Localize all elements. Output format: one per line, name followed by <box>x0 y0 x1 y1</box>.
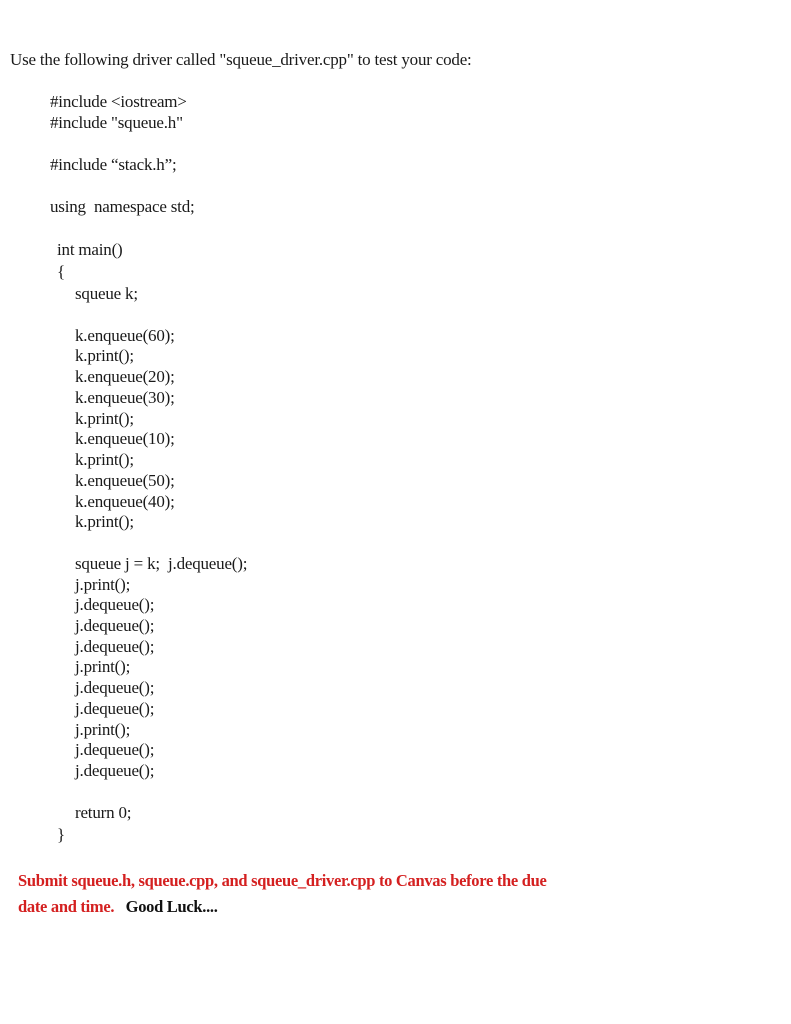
code-line: j.dequeue(); <box>75 699 155 718</box>
code-include-squeue: #include "squeue.h" <box>50 113 183 132</box>
submit-instructions-line1: Submit squeue.h, squeue.cpp, and squeue_driver.cpp to Canvas before the due <box>18 871 547 890</box>
code-line: k.enqueue(20); <box>75 367 175 386</box>
code-main-signature: int main() <box>57 240 123 259</box>
code-line: k.print(); <box>75 450 134 469</box>
code-line: j.dequeue(); <box>75 637 155 656</box>
code-line: return 0; <box>75 803 132 822</box>
code-line: k.print(); <box>75 512 134 531</box>
code-line: j.print(); <box>75 575 131 594</box>
code-close-brace: } <box>57 825 65 844</box>
code-line: squeue k; <box>75 284 138 303</box>
code-line: squeue j = k; j.dequeue(); <box>75 554 248 573</box>
code-line: j.print(); <box>75 720 131 739</box>
code-line: k.enqueue(40); <box>75 492 175 511</box>
code-line: k.enqueue(50); <box>75 471 175 490</box>
code-line: j.dequeue(); <box>75 740 155 759</box>
code-line: k.enqueue(30); <box>75 388 175 407</box>
good-luck: Good Luck.... <box>125 897 218 916</box>
code-line: k.enqueue(60); <box>75 326 175 345</box>
code-line: k.print(); <box>75 409 134 428</box>
code-include-stack: #include “stack.h”; <box>50 155 177 174</box>
code-using-namespace: using namespace std; <box>50 197 195 216</box>
code-open-brace: { <box>57 262 65 281</box>
code-line: j.dequeue(); <box>75 595 155 614</box>
submit-instructions-line2 <box>18 897 218 917</box>
code-line: k.print(); <box>75 346 134 365</box>
code-line: j.print(); <box>75 657 131 676</box>
intro-text: Use the following driver called "squeue_driver.cpp" to test your code: <box>10 50 472 69</box>
code-include-iostream: #include <iostream> <box>50 92 187 111</box>
code-line: j.dequeue(); <box>75 678 155 697</box>
code-line: k.enqueue(10); <box>75 429 175 448</box>
submit-deadline: date and time. <box>18 897 115 916</box>
code-line: j.dequeue(); <box>75 616 155 635</box>
code-line: j.dequeue(); <box>75 761 155 780</box>
